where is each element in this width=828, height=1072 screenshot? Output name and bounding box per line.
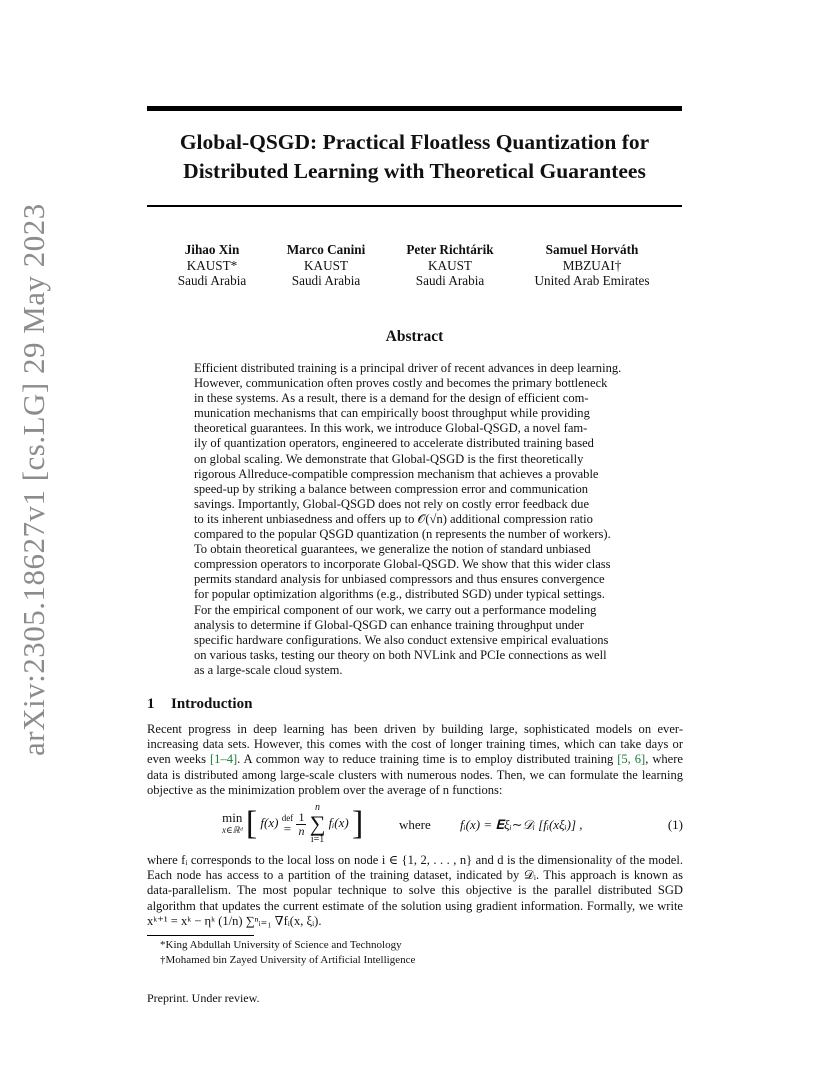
abstract-line: ily of quantization operators, engineered to accelerate distributed training based — [194, 436, 594, 451]
equation-1 — [147, 800, 683, 850]
abstract-line: For the empirical component of our work, we carry out a performance modeling — [194, 602, 597, 617]
abstract-line: compression operators to incorporate Global-QSGD. We show that this wider class — [194, 557, 611, 572]
min-subscript: x∈ℝᵈ — [222, 825, 243, 835]
sum-symbol: ∑ — [309, 811, 326, 836]
footnotes — [160, 938, 680, 967]
abstract-line: munication mechanisms that can empirically boost throughput while providing — [194, 406, 590, 421]
footnote-1: *King Abdullah University of Science and Technology — [160, 939, 402, 951]
author-country: United Arab Emirates — [534, 273, 650, 288]
author-2 — [256, 242, 396, 289]
author-name: Peter Richtárik — [406, 242, 494, 257]
bracket-right: ] — [352, 805, 364, 842]
bracket-left: [ — [245, 805, 258, 842]
abstract-line: However, communication often proves costly and becomes the primary bottleneck — [194, 376, 608, 391]
abstract-line: compared to the popular QSGD quantization (n represents the number of workers). — [194, 527, 611, 542]
sum-lower: i=1 — [310, 834, 325, 845]
preprint-note: Preprint. Under review. — [147, 991, 260, 1005]
abstract-line: in these systems. As a result, there is a demand for the design of efficient com- — [194, 391, 589, 406]
equation-lhs — [222, 803, 363, 845]
abstract-line: To obtain theoretical guarantees, we generalize the notion of standard unbiased — [194, 542, 591, 557]
intro-paragraph-2: where fᵢ corresponds to the local loss on node i ∈ {1, 2, . . . , n} and d is the dimensionality of the model. Each node has access to a partition of the training dataset, indicated by 𝒟ᵢ. This approach is known as data-parallelism. The most popular technique to solve this objective is the parallel distributed SGD algorithm that updates the current estimate of the solution using gradient information. Formally, we write xᵏ⁺¹ = xᵏ − ηᵏ (1/n) ∑ⁿᵢ₌₁ ∇fᵢ(x, ξᵢ). — [147, 853, 683, 928]
fraction-one-over-n — [296, 811, 306, 838]
intro-paragraph-1 — [147, 722, 683, 798]
title-rule-top — [147, 106, 682, 111]
abstract-line: speed-up by striking a balance between compression error and communication — [194, 481, 589, 496]
author-country: Saudi Arabia — [177, 273, 247, 288]
author-name: Marco Canini — [286, 242, 366, 257]
author-affiliation: MBZUAI† — [562, 257, 622, 273]
arxiv-stamp: arXiv:2305.18627v1 [cs.LG] 29 May 2023 — [16, 203, 51, 756]
section-title: Introduction — [171, 696, 253, 712]
citation-link[interactable]: [1–4] — [209, 752, 238, 767]
title-rule-bottom — [147, 205, 682, 207]
footnote-2: †Mohamed bin Zayed University of Artificial Intelligence — [160, 953, 416, 966]
objective-fx: f(x) — [260, 814, 279, 830]
sum-body: fᵢ(x) — [328, 814, 349, 830]
author-affiliation: KAUST — [428, 257, 472, 273]
author-3 — [380, 242, 520, 289]
title-line-2: Distributed Learning with Theoretical Guarantees — [183, 159, 646, 183]
equation-where: where — [399, 817, 431, 832]
section-number: 1 — [147, 696, 155, 712]
abstract-body — [194, 361, 634, 678]
sum-upper: n — [315, 802, 321, 813]
author-4 — [516, 242, 668, 289]
summation — [310, 803, 326, 845]
min-operator — [222, 812, 243, 836]
abstract-line: analysis to determine if Global-QSGD can enhance training throughput under — [194, 617, 584, 632]
abstract-line: specific hardware configurations. We also conduct extensive empirical evaluations — [194, 632, 609, 647]
equation-number: (1) — [667, 817, 683, 832]
paper-title — [147, 128, 682, 186]
author-affiliation: KAUST* — [186, 257, 238, 273]
author-country: Saudi Arabia — [291, 273, 361, 288]
abstract-heading: Abstract — [385, 328, 444, 345]
equals-sign: = — [283, 820, 292, 836]
def-equals — [282, 814, 294, 835]
abstract-line: savings. Importantly, Global-QSGD does not rely on costly error feedback due — [194, 496, 590, 511]
abstract-line: for popular optimization algorithms (e.g., distributed SGD) under typical settings. — [194, 587, 605, 602]
abstract-line: theoretical guarantees. In this work, we introduce Global-QSGD, a novel fam- — [194, 421, 588, 436]
author-name: Jihao Xin — [184, 242, 240, 257]
title-line-1: Global-QSGD: Practical Floatless Quantization for — [179, 130, 650, 154]
intro-text: , where data is distributed among large-scale clusters with numerous nodes. Then, we can formulate the learning objective as the minimization problem over the average of n functions: — [147, 752, 683, 797]
abstract-line: on global scaling. We demonstrate that Global-QSGD is the first theoretically — [194, 451, 584, 466]
intro-text: Recent progress in deep learning has been driven by building large, sophisticated models on ever-increasing data sets. However, this comes with the cost of longer training times, which can take days or even weeks — [147, 722, 683, 767]
author-affiliation: KAUST — [304, 257, 348, 273]
abstract-line: Efficient distributed training is a principal driver of recent advances in deep learning. — [194, 361, 622, 375]
citation-link[interactable]: [5, 6] — [617, 752, 646, 767]
abstract-line: as a large-scale cloud system. — [194, 662, 343, 677]
abstract-line: rigorous Allreduce-compatible compression mechanism that achieves a provable — [194, 466, 599, 481]
intro-text: . A common way to reduce training time is to employ distributed training — [237, 752, 618, 767]
author-country: Saudi Arabia — [415, 273, 485, 288]
abstract-line: permits standard analysis for unbiased compressors and thus ensures convergence — [194, 572, 605, 587]
min-label: min — [222, 810, 243, 825]
author-name: Samuel Horváth — [545, 242, 639, 257]
section-heading — [147, 696, 682, 713]
frac-numerator: 1 — [298, 809, 305, 824]
def-label: def — [281, 812, 294, 823]
frac-denominator: n — [298, 823, 305, 838]
abstract-line: on various tasks, testing our theory on both NVLink and PCIe connections as well — [194, 647, 607, 662]
equation-rhs: fᵢ(x) = 𝐄ξᵢ∼𝒟ᵢ [fᵢ(xξᵢ)] , — [460, 817, 583, 832]
footnote-rule — [147, 935, 254, 936]
abstract-line: to its inherent unbiasedness and offers up to 𝒪(√n) additional compression ratio — [194, 511, 593, 526]
